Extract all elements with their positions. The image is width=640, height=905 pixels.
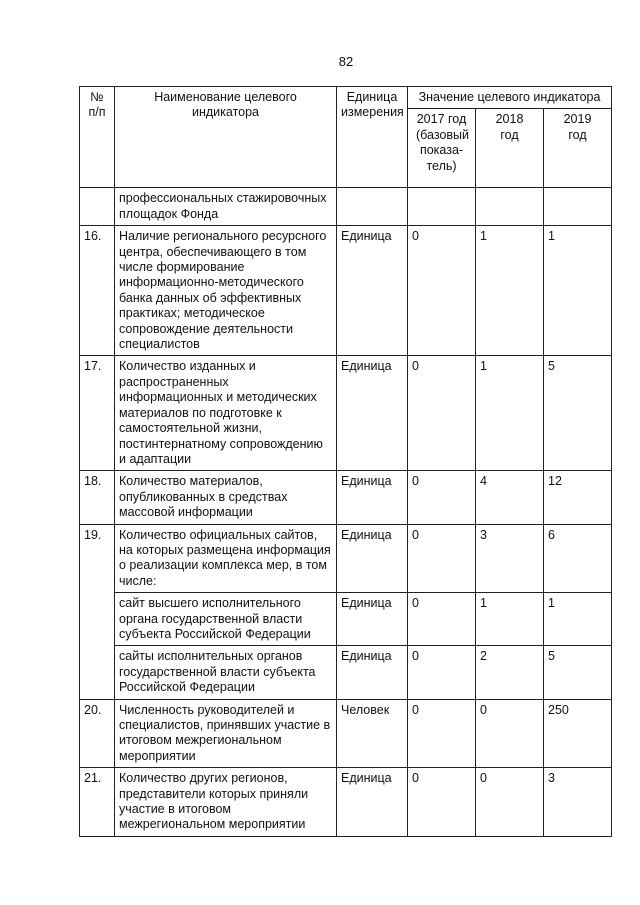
row-v2018: 4: [476, 471, 544, 524]
row-name: Количество изданных и распространенных информационных и методических материалов по подготовке к самостоятельной жизни, постинтернатному сопровождению и адаптации: [115, 356, 337, 471]
row-v2017: 0: [408, 768, 476, 837]
row-v2019: 6: [544, 524, 612, 593]
row-v2017: 0: [408, 699, 476, 768]
row-num: 20.: [80, 699, 115, 768]
table-row: [80, 226, 612, 356]
row-name: профессиональных стажировочных площадок Фонда: [115, 188, 337, 226]
row-v2019: 5: [544, 356, 612, 471]
row-num: 16.: [80, 226, 115, 356]
row-v2017: 0: [408, 226, 476, 356]
header-num: № п/п: [80, 87, 115, 188]
row-num: [80, 188, 115, 226]
row-unit: [337, 188, 408, 226]
table-row: [80, 471, 612, 524]
header-unit: Единица измерения: [337, 87, 408, 188]
subrow-v2018: 2: [476, 646, 544, 699]
row-v2018: 0: [476, 699, 544, 768]
row-v2017: 0: [408, 356, 476, 471]
subrow-unit: Единица: [337, 593, 408, 646]
row-name: Количество других регионов, представители которых приняли участие в итоговом межрегиональном мероприятии: [115, 768, 337, 837]
table-row: [80, 699, 612, 768]
table-subrow: [80, 593, 612, 646]
table-row: [80, 356, 612, 471]
subrow-v2019: 5: [544, 646, 612, 699]
indicators-table: [79, 86, 612, 837]
row-num: 19.: [80, 524, 115, 699]
row-v2017: 0: [408, 471, 476, 524]
row-v2019: [544, 188, 612, 226]
row-v2019: 250: [544, 699, 612, 768]
page-number: 82: [338, 54, 354, 69]
subrow-v2017: 0: [408, 593, 476, 646]
subrow-name: сайт высшего исполнительного органа государственной власти субъекта Российской Федерации: [115, 593, 337, 646]
header-year-2017: 2017 год (базовый показа-тель): [408, 109, 476, 188]
subrow-v2018: 1: [476, 593, 544, 646]
row-v2018: 1: [476, 226, 544, 356]
row-num: 21.: [80, 768, 115, 837]
row-v2019: 12: [544, 471, 612, 524]
row-name: Наличие регионального ресурсного центра, обеспечивающего в том числе формирование информационно-методического банка данных об эффективных практиках; методическое сопровождение деятельности специалистов: [115, 226, 337, 356]
subrow-v2017: 0: [408, 646, 476, 699]
table-row: [80, 188, 612, 226]
row-num: 18.: [80, 471, 115, 524]
row-v2018: 1: [476, 356, 544, 471]
row-v2018: 0: [476, 768, 544, 837]
row-v2019: 1: [544, 226, 612, 356]
subrow-name: сайты исполнительных органов государственной власти субъекта Российской Федерации: [115, 646, 337, 699]
row-name: Количество официальных сайтов, на которых размещена информация о реализации комплекса мер, в том числе:: [115, 524, 337, 593]
table-row: [80, 524, 612, 593]
row-name: Численность руководителей и специалистов, принявших участие в итоговом межрегиональном мероприятии: [115, 699, 337, 768]
table-header-row: [80, 87, 612, 109]
table-subrow: [80, 646, 612, 699]
row-name: Количество материалов, опубликованных в средствах массовой информации: [115, 471, 337, 524]
table-row: [80, 768, 612, 837]
row-unit: Единица: [337, 471, 408, 524]
row-num: 17.: [80, 356, 115, 471]
header-year-2018: 2018 год: [476, 109, 544, 188]
row-unit: Единица: [337, 768, 408, 837]
row-v2017: [408, 188, 476, 226]
row-unit: Единица: [337, 226, 408, 356]
row-unit: Единица: [337, 524, 408, 593]
header-name: Наименование целевого индикатора: [115, 87, 337, 188]
subrow-v2019: 1: [544, 593, 612, 646]
row-unit: Единица: [337, 356, 408, 471]
header-value-group: Значение целевого индикатора: [408, 87, 612, 109]
row-unit: Человек: [337, 699, 408, 768]
row-v2019: 3: [544, 768, 612, 837]
row-v2018: 3: [476, 524, 544, 593]
subrow-unit: Единица: [337, 646, 408, 699]
row-v2017: 0: [408, 524, 476, 593]
row-v2018: [476, 188, 544, 226]
header-year-2019: 2019 год: [544, 109, 612, 188]
